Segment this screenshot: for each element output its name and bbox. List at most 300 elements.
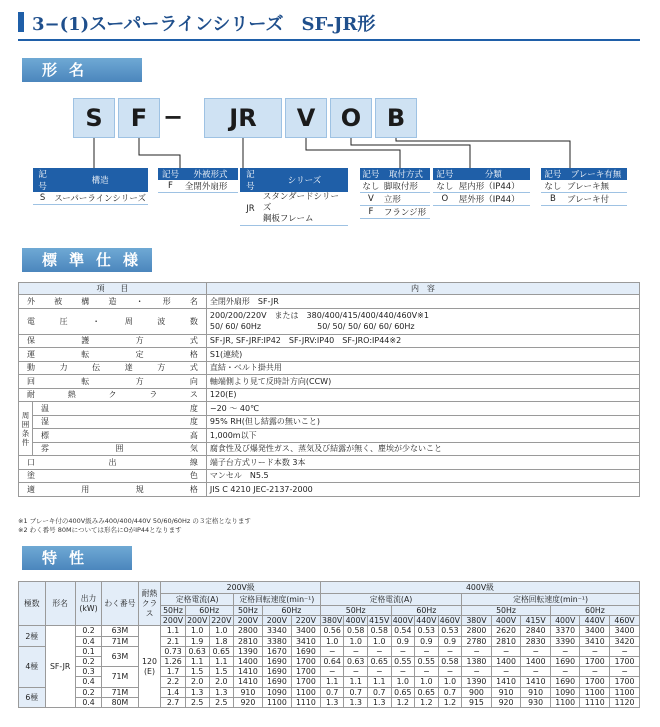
spec-row xyxy=(19,456,640,470)
spec-value-text: S1(連続) xyxy=(209,349,243,359)
spec-item: 標高 xyxy=(33,429,207,443)
spec-item: 湿度 xyxy=(33,415,207,429)
char-header-voltage: 440V xyxy=(416,616,437,626)
char-value: 1.3 xyxy=(185,687,209,697)
spec-item: 塗色 xyxy=(19,469,207,483)
char-value: 1400 xyxy=(491,656,521,666)
char-value: 3400 xyxy=(610,626,640,636)
spec-value xyxy=(206,483,639,497)
char-value: − xyxy=(367,646,391,656)
char-value: 1100 xyxy=(291,687,320,697)
char-value: 2.7 xyxy=(161,697,185,707)
char-value: 1700 xyxy=(291,677,320,687)
char-value: 0.65 xyxy=(391,687,415,697)
legend-header: ブレーキ有無 xyxy=(565,168,627,180)
char-data-row xyxy=(19,646,640,656)
char-value: 0.56 xyxy=(320,626,344,636)
char-header-voltage: 400V xyxy=(345,616,366,626)
spec-value-text: 95% RH(但し結露の無いこと) xyxy=(209,417,321,427)
model-code-v: V xyxy=(285,98,327,138)
char-value: 1400 xyxy=(233,656,262,666)
char-value: 0.55 xyxy=(415,656,439,666)
legend-header: 外被形式 xyxy=(183,168,238,180)
char-value: 3340 xyxy=(262,626,291,636)
char-frame: 80M xyxy=(102,697,138,707)
char-value: 3390 xyxy=(550,636,580,646)
spec-value-text-2: 50/ 60/ 60Hz 50/ 50/ 50/ 60/ 60/ 60Hz xyxy=(209,322,415,331)
char-header-speed: 定格回転速度(min⁻¹) xyxy=(233,594,320,606)
char-value: 1690 xyxy=(262,667,291,677)
char-header-voltage: 440V xyxy=(580,616,610,626)
char-value: 1110 xyxy=(291,697,320,707)
char-frame: 71M xyxy=(102,687,138,697)
char-value: 0.63 xyxy=(185,646,209,656)
char-value: − xyxy=(580,646,610,656)
spec-header-item: 項 目 xyxy=(19,283,207,295)
legend-header: 分類 xyxy=(457,168,530,180)
legend-mounting xyxy=(360,168,430,219)
spec-value-text: 1,000m以下 xyxy=(209,430,257,440)
spec-value-text: 端子台方式リード本数 3本 xyxy=(209,457,306,467)
char-value: − xyxy=(320,667,344,677)
char-value: − xyxy=(610,646,640,656)
char-value: 1100 xyxy=(550,697,580,707)
model-code-s: S xyxy=(73,98,115,138)
spec-row xyxy=(19,348,640,362)
char-frame: 63M xyxy=(102,646,138,666)
char-header-row xyxy=(19,582,640,594)
char-value: 1100 xyxy=(262,697,291,707)
char-value: 1.0 xyxy=(391,677,415,687)
char-value: 2810 xyxy=(491,636,521,646)
char-header-voltage: 415V xyxy=(369,616,390,626)
spec-row xyxy=(19,429,640,443)
char-value: 1.1 xyxy=(209,656,233,666)
char-header-voltage: 460V xyxy=(610,616,640,626)
spec-row xyxy=(19,375,640,389)
spec-value-text: 腐食性及び爆発性ガス、蒸気及び結露が無く、塵埃が少ないこと xyxy=(209,444,442,454)
char-value: − xyxy=(344,646,368,656)
spec-item: 温度 xyxy=(33,402,207,416)
char-header-frequency: 50Hz xyxy=(161,606,185,616)
char-value: 0.73 xyxy=(161,646,185,656)
model-code-jr: JR xyxy=(204,98,282,138)
char-value: 1.2 xyxy=(391,697,415,707)
char-value: − xyxy=(580,667,610,677)
char-value: 1.0 xyxy=(185,626,209,636)
char-value: 1.1 xyxy=(344,677,368,687)
char-header-model: 形名 xyxy=(45,582,75,626)
char-value: 1690 xyxy=(291,646,320,656)
legend-code-header: 記号 xyxy=(433,168,457,180)
characteristics-table xyxy=(18,581,640,708)
spec-row xyxy=(19,388,640,402)
char-header-frequency: 50Hz xyxy=(233,606,262,616)
spec-group-label: 周囲条件 xyxy=(19,402,33,456)
char-value: 1.0 xyxy=(320,636,344,646)
spec-item: 適用規格 xyxy=(19,483,207,497)
char-value: 2840 xyxy=(521,626,551,636)
char-value: 1690 xyxy=(550,656,580,666)
char-value: 1400 xyxy=(521,656,551,666)
char-poles: 2極 xyxy=(19,626,46,646)
spec-value xyxy=(206,469,639,483)
char-frame: 71M xyxy=(102,667,138,687)
char-value: 1090 xyxy=(262,687,291,697)
legend-header: 構造 xyxy=(52,168,148,192)
spec-item: 外被構造・形名 xyxy=(19,295,207,309)
char-value: 0.58 xyxy=(438,656,462,666)
legend-desc: 全閉外扇形 xyxy=(183,180,238,193)
spec-value-text: 120(E) xyxy=(209,390,237,400)
spec-item: 回転方向 xyxy=(19,375,207,389)
char-value: − xyxy=(521,667,551,677)
spec-item: 雰囲気 xyxy=(33,442,207,456)
spec-row xyxy=(19,308,640,334)
legend-code: なし xyxy=(541,180,565,193)
char-header-200v: 200V級 xyxy=(161,582,320,594)
spec-row xyxy=(19,402,640,416)
legend-desc: スタンダードシリーズ 鋼板フレーム xyxy=(261,192,348,226)
char-value: 1.1 xyxy=(320,677,344,687)
char-value: 1.0 xyxy=(438,677,462,687)
char-value: 1700 xyxy=(580,656,610,666)
char-value: 1410 xyxy=(233,677,262,687)
connector-o xyxy=(351,138,470,168)
char-value: 1700 xyxy=(291,656,320,666)
char-value: 0.54 xyxy=(391,626,415,636)
spec-item: 保護方式 xyxy=(19,334,207,348)
char-value: 1.0 xyxy=(415,677,439,687)
spec-row xyxy=(19,483,640,497)
char-value: 1410 xyxy=(491,677,521,687)
char-value: 1.9 xyxy=(185,636,209,646)
char-value: 3400 xyxy=(580,626,610,636)
char-value: 1380 xyxy=(462,656,492,666)
char-value: 1.0 xyxy=(209,626,233,636)
spec-value xyxy=(206,442,639,456)
char-value: 3420 xyxy=(610,636,640,646)
legend-code: V xyxy=(360,193,382,206)
char-header-frequency: 50Hz xyxy=(462,606,551,616)
spec-value xyxy=(206,402,639,416)
char-value: 1.3 xyxy=(209,687,233,697)
char-value: 910 xyxy=(491,687,521,697)
legend-header: 取付方式 xyxy=(382,168,430,180)
char-value: 3410 xyxy=(580,636,610,646)
char-header-current: 定格電流(A) xyxy=(320,594,461,606)
char-value: 1390 xyxy=(233,646,262,656)
char-value: 0.9 xyxy=(438,636,462,646)
spec-value xyxy=(206,456,639,470)
char-value: − xyxy=(438,667,462,677)
legend-desc: 脚取付形 xyxy=(382,180,430,193)
char-header-voltage: 200V xyxy=(187,616,208,626)
char-data-row xyxy=(19,667,640,677)
char-data-row xyxy=(19,687,640,697)
char-value: − xyxy=(367,667,391,677)
char-header-frequency: 60Hz xyxy=(550,606,639,616)
legend-desc: フランジ形 xyxy=(382,206,430,219)
char-output: 0.4 xyxy=(75,697,102,707)
legend-code: F xyxy=(360,206,382,219)
char-value: 0.9 xyxy=(415,636,439,646)
char-value: 1.1 xyxy=(161,626,185,636)
char-value: 1700 xyxy=(610,677,640,687)
char-value: − xyxy=(415,646,439,656)
char-value: 1390 xyxy=(462,677,492,687)
legend-code-header: 記号 xyxy=(158,168,183,180)
char-value: 3380 xyxy=(262,636,291,646)
spec-item: 運転定格 xyxy=(19,348,207,362)
legend-structure xyxy=(33,168,148,205)
legend-desc: ブレーキ無 xyxy=(565,180,627,193)
char-header-voltage: 380V xyxy=(322,616,343,626)
char-value: 0.58 xyxy=(344,626,368,636)
char-value: 1.26 xyxy=(161,656,185,666)
char-value: 915 xyxy=(462,697,492,707)
char-value: 2830 xyxy=(521,636,551,646)
char-value: 1.1 xyxy=(367,677,391,687)
spec-row xyxy=(19,442,640,456)
char-value: 910 xyxy=(521,687,551,697)
char-output: 0.2 xyxy=(75,656,102,666)
char-value: 0.65 xyxy=(209,646,233,656)
char-header-frequency: 60Hz xyxy=(185,606,233,616)
char-value: 2.2 xyxy=(161,677,185,687)
char-header-voltage: 220V xyxy=(211,616,232,626)
char-value: 2.1 xyxy=(161,636,185,646)
spec-row xyxy=(19,295,640,309)
section-spec-heading: 標準仕様 xyxy=(22,248,152,272)
legend-desc: 屋外形（IP44） xyxy=(457,193,530,206)
legend-series xyxy=(240,168,348,226)
spec-row xyxy=(19,361,640,375)
char-value: − xyxy=(462,667,492,677)
char-value: 0.65 xyxy=(415,687,439,697)
spec-value xyxy=(206,375,639,389)
char-value: 3370 xyxy=(550,626,580,636)
char-data-row xyxy=(19,626,640,636)
char-value: 0.7 xyxy=(367,687,391,697)
legend-code: S xyxy=(33,192,52,205)
char-value: 0.7 xyxy=(320,687,344,697)
char-output: 0.3 xyxy=(75,667,102,677)
char-value: 920 xyxy=(233,697,262,707)
spec-value-text: SF-JR, SF-JRF:IP42 SF-JRV:IP40 SF-JRO:IP44※2 xyxy=(209,336,402,346)
legend-header: シリーズ xyxy=(261,168,348,192)
char-header-voltage: 400V xyxy=(491,616,521,626)
char-header-insulation: 耐熱 クラス xyxy=(138,582,161,626)
legend-enclosure xyxy=(158,168,238,193)
legend-code-header: 記号 xyxy=(360,168,382,180)
spec-value-text: JIS C 4210 JEC-2137-2000 xyxy=(209,484,313,494)
char-header-poles: 極数 xyxy=(19,582,46,626)
char-value: 1100 xyxy=(610,687,640,697)
spec-item: 電圧・周波数 xyxy=(19,308,207,334)
char-value: − xyxy=(550,667,580,677)
section-char-heading: 特性 xyxy=(22,546,132,570)
char-value: 1.7 xyxy=(161,667,185,677)
char-value: − xyxy=(550,646,580,656)
section-model-heading: 形名 xyxy=(22,58,142,82)
spec-row xyxy=(19,334,640,348)
spec-value xyxy=(206,348,639,362)
char-value: 1.1 xyxy=(185,656,209,666)
char-value: − xyxy=(320,646,344,656)
spec-note-2: ※2 わく番号 80Mについては形名にOがIP44となります xyxy=(18,526,182,534)
char-poles: 4極 xyxy=(19,646,46,687)
char-output: 0.1 xyxy=(75,646,102,656)
char-data-row xyxy=(19,636,640,646)
legend-brake xyxy=(541,168,627,206)
char-header-output: 出力 (kW) xyxy=(75,582,102,626)
char-output: 0.4 xyxy=(75,677,102,687)
char-value: 0.64 xyxy=(320,656,344,666)
legend-desc: スーパーラインシリーズ xyxy=(54,194,146,204)
legend-desc: 立形 xyxy=(382,193,430,206)
char-value: − xyxy=(610,667,640,677)
char-header-voltage: 220V xyxy=(291,616,320,626)
model-code-b: B xyxy=(375,98,417,138)
char-value: 1110 xyxy=(580,697,610,707)
spec-item: 耐熱クラス xyxy=(19,388,207,402)
char-value: 2800 xyxy=(462,626,492,636)
char-value: − xyxy=(521,646,551,656)
char-value: 1.3 xyxy=(367,697,391,707)
spec-value xyxy=(206,429,639,443)
legend-classification xyxy=(433,168,530,206)
model-code-o: O xyxy=(330,98,372,138)
spec-value-text: 直結・ベルト掛共用 xyxy=(209,363,282,373)
connector-f xyxy=(139,138,180,168)
char-value: 2.0 xyxy=(185,677,209,687)
legend-code: F xyxy=(158,180,183,193)
char-value: 1.2 xyxy=(438,697,462,707)
char-header-voltage: 460V xyxy=(439,616,460,626)
spec-value xyxy=(206,388,639,402)
char-value: 2810 xyxy=(233,636,262,646)
char-value: 1120 xyxy=(610,697,640,707)
spec-value-text: 軸端側より見て反時計方向(CCW) xyxy=(209,376,332,386)
char-header-frequency: 60Hz xyxy=(262,606,320,616)
char-value: 1690 xyxy=(262,677,291,687)
char-value: 1.0 xyxy=(367,636,391,646)
char-frame: 63M xyxy=(102,626,138,636)
char-header-voltage: 380V xyxy=(462,616,492,626)
char-header-400v: 400V級 xyxy=(320,582,639,594)
connector-v xyxy=(306,138,400,168)
char-model-name: SF-JR xyxy=(45,626,75,708)
char-data-row xyxy=(19,697,640,707)
char-header-voltage: 200V xyxy=(233,616,262,626)
spec-item: 口出線 xyxy=(19,456,207,470)
model-code-f: F xyxy=(118,98,160,138)
char-poles: 6極 xyxy=(19,687,46,707)
char-value: 1690 xyxy=(262,656,291,666)
char-value: 0.65 xyxy=(367,656,391,666)
spec-row xyxy=(19,469,640,483)
spec-row xyxy=(19,415,640,429)
char-value: 0.58 xyxy=(367,626,391,636)
char-output: 0.2 xyxy=(75,687,102,697)
char-value: 1700 xyxy=(610,656,640,666)
spec-item: 動力伝達方式 xyxy=(19,361,207,375)
char-value: 1690 xyxy=(550,677,580,687)
char-value: 3410 xyxy=(291,636,320,646)
char-value: 1410 xyxy=(233,667,262,677)
legend-code: O xyxy=(433,193,457,206)
char-header-voltage: 400V xyxy=(550,616,580,626)
char-value: 0.53 xyxy=(415,626,439,636)
char-frame: 71M xyxy=(102,636,138,646)
char-value: 1670 xyxy=(262,646,291,656)
char-value: 3400 xyxy=(291,626,320,636)
char-value: 1700 xyxy=(291,667,320,677)
char-insulation: 120 (E) xyxy=(138,626,161,708)
char-output: 0.2 xyxy=(75,626,102,636)
spec-table xyxy=(18,282,640,497)
char-value: 2780 xyxy=(462,636,492,646)
char-value: 1410 xyxy=(521,677,551,687)
spec-value-text: 200/200/220V または 380/400/415/400/440/460V※1 xyxy=(209,311,429,320)
char-header-frequency: 50Hz xyxy=(320,606,391,616)
connector-b xyxy=(396,138,570,168)
char-value: 1.3 xyxy=(344,697,368,707)
char-header-voltage: 200V xyxy=(262,616,291,626)
spec-value-text: マンセル N5.5 xyxy=(209,471,269,481)
char-value: 0.7 xyxy=(438,687,462,697)
legend-code-header: 記号 xyxy=(240,168,261,192)
legend-code: JR xyxy=(240,192,261,226)
char-header-frame: わく番号 xyxy=(102,582,138,626)
legend-code-header: 記号 xyxy=(541,168,565,180)
char-value: − xyxy=(491,667,521,677)
char-value: 900 xyxy=(462,687,492,697)
legend-code-header: 記号 xyxy=(33,168,52,192)
char-value: 0.9 xyxy=(391,636,415,646)
char-header-voltage: 415V xyxy=(521,616,551,626)
char-value: − xyxy=(391,646,415,656)
char-output: 0.4 xyxy=(75,636,102,646)
legend-desc: 屋内形（IP44） xyxy=(457,180,530,193)
char-value: − xyxy=(491,646,521,656)
char-value: 2.0 xyxy=(209,677,233,687)
char-value: 1.5 xyxy=(185,667,209,677)
char-value: 1.2 xyxy=(415,697,439,707)
char-value: 0.63 xyxy=(344,656,368,666)
char-value: − xyxy=(462,646,492,656)
char-header-speed: 定格回転速度(min⁻¹) xyxy=(462,594,640,606)
legend-desc: ブレーキ付 xyxy=(565,193,627,206)
char-header-voltage: 400V xyxy=(392,616,413,626)
spec-value xyxy=(206,308,639,334)
spec-header-content: 内 容 xyxy=(206,283,639,295)
legend-code: なし xyxy=(433,180,457,193)
char-value: 2800 xyxy=(233,626,262,636)
char-value: 910 xyxy=(233,687,262,697)
char-value: − xyxy=(438,646,462,656)
char-value: 930 xyxy=(521,697,551,707)
char-value: 1700 xyxy=(580,677,610,687)
char-value: 1.8 xyxy=(209,636,233,646)
spec-value-text: 全閉外扇形 SF-JR xyxy=(209,296,279,306)
spec-value xyxy=(206,334,639,348)
char-header-voltage: 200V xyxy=(162,616,184,626)
char-header-current: 定格電流(A) xyxy=(161,594,233,606)
char-value: 0.55 xyxy=(391,656,415,666)
spec-value xyxy=(206,295,639,309)
